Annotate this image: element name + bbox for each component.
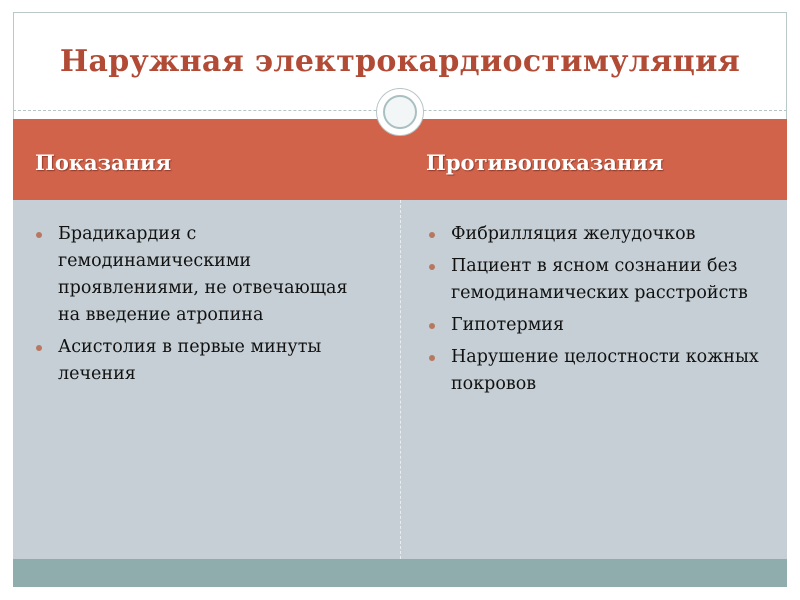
footer-band (13, 559, 787, 587)
list-item (427, 312, 767, 339)
list-item (34, 334, 374, 388)
list-item-text: Гипотермия (451, 315, 565, 335)
list-item-text: Фибрилляция желудочков (451, 224, 696, 244)
bullet-icon (429, 232, 435, 238)
list-item (34, 221, 374, 329)
list-item (427, 221, 767, 248)
list-item-text: Брадикардия с гемодинамическими проявлениями, не отвечающая на введение атропина (58, 224, 348, 325)
contraindications-heading: Противопоказания (426, 150, 664, 175)
list-item-text: Асистолия в первые минуты лечения (58, 337, 322, 384)
contraindications-list (427, 221, 767, 403)
bullet-icon (429, 264, 435, 270)
list-item-text: Пациент в ясном сознании без гемодинамических расстройств (451, 256, 748, 303)
column-divider (400, 200, 401, 559)
bullet-icon (36, 232, 42, 238)
indications-heading: Показания (35, 150, 172, 175)
list-item (427, 253, 767, 307)
list-item-text: Нарушение целостности кожных покровов (451, 347, 759, 394)
bullet-icon (429, 355, 435, 361)
list-item (427, 344, 767, 398)
bullet-icon (36, 345, 42, 351)
slide-title: Наружная электрокардиостимуляция (59, 44, 741, 79)
bullet-icon (429, 323, 435, 329)
circle-ornament-icon (376, 88, 424, 136)
indications-list (34, 221, 374, 393)
